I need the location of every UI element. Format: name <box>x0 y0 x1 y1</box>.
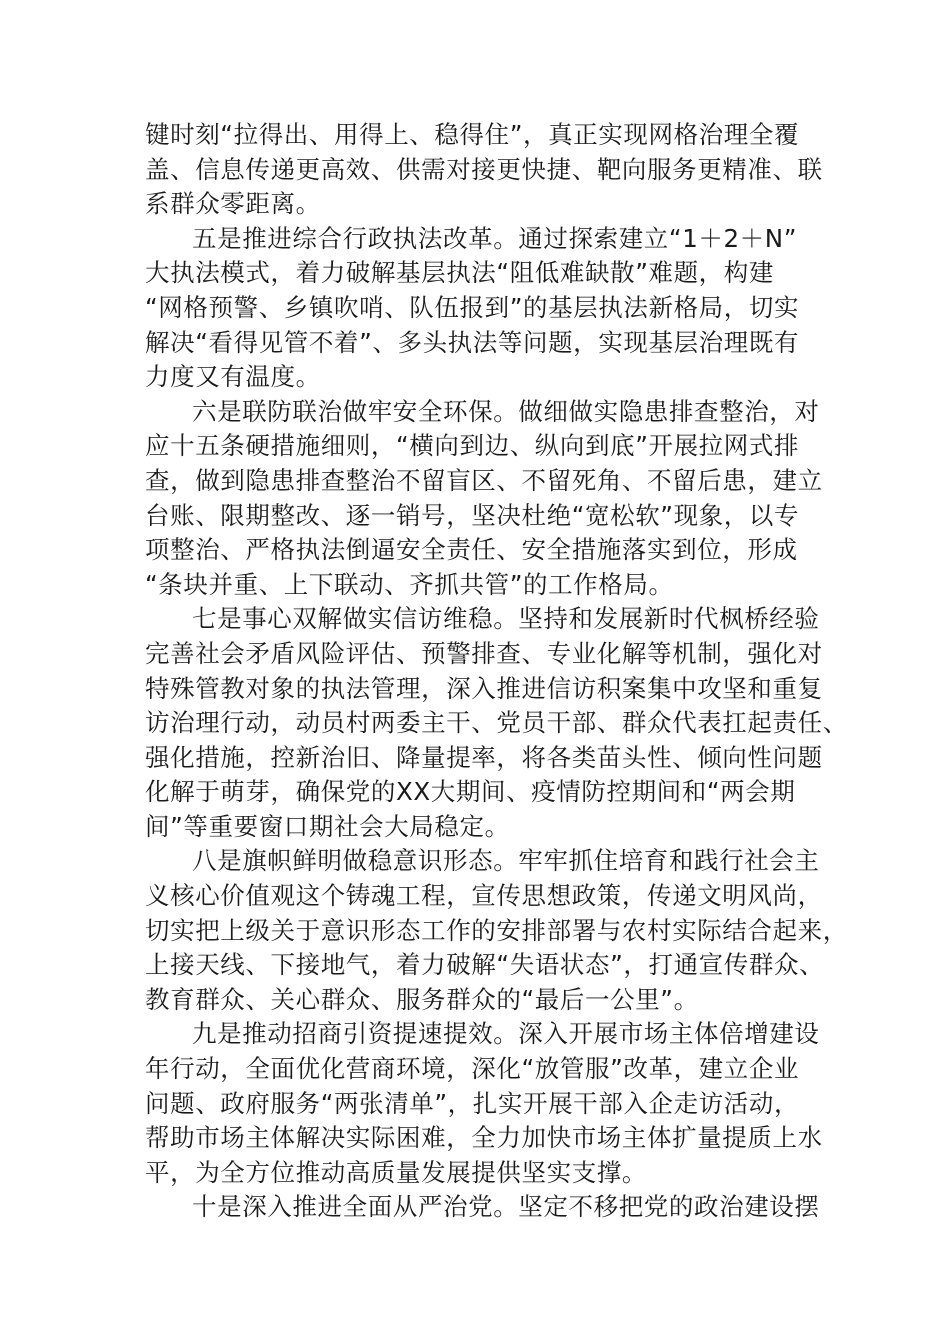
text-line: 台账、限期整改、逐一销号，坚决杜绝“宽松软”现象，以专 <box>145 500 800 530</box>
paragraph-first-line: 五是推进综合行政执法改革。通过探索建立“1＋2＋N” <box>192 223 797 253</box>
text-line: 特殊管教对象的执法管理，深入推进信访积案集中攻坚和重复 <box>145 673 823 703</box>
text-line: 查，做到隐患排查整治不留盲区、不留死角、不留后患，建立 <box>145 465 823 495</box>
text-line: 年行动，全面优化营商环境，深化“放管服”改革，建立企业 <box>145 1054 800 1084</box>
text-line: 项整治、严格执法倒逼安全责任、安全措施落实到位，形成 <box>145 535 798 565</box>
text-line: 教育群众、关心群众、服务群众的“最后一公里”。 <box>145 984 699 1014</box>
text-line: 盖、信息传递更高效、供需对接更快捷、靶向服务更精准、联 <box>145 154 823 184</box>
paragraph-first-line: 十是深入推进全面从严治党。坚定不移把党的政治建设摆 <box>192 1192 820 1222</box>
text-line: 问题、政府服务“两张清单”，扎实开展干部入企走访活动， <box>145 1088 800 1118</box>
paragraph-first-line: 六是联防联治做牢安全环保。做细做实隐患排查整治，对 <box>192 396 820 426</box>
text-line: 化解于萌芽，确保党的XX大期间、疫情防控期间和“两会期 <box>145 777 796 807</box>
text-line: 帮助市场主体解决实际困难，全力加快市场主体扩量提质上水 <box>145 1123 823 1153</box>
text-line: 切实把上级关于意识形态工作的安排部署与农村实际结合起来， <box>145 915 848 945</box>
document-body <box>145 118 848 1225</box>
text-line: 上接天线、下接地气，着力破解“失语状态”，打通宣传群众、 <box>145 950 825 980</box>
paragraph-first-line: 九是推动招商引资提速提效。深入开展市场主体倍增建设 <box>192 1019 820 1049</box>
text-line: 平，为全方位推动高质量发展提供坚实支撑。 <box>145 1157 647 1187</box>
text-line: “网格预警、乡镇吹哨、队伍报到”的基层执法新格局，切实 <box>145 292 800 322</box>
text-line: 访治理行动，动员村两委主干、党员干部、群众代表扛起责任、 <box>145 708 848 738</box>
paragraph-first-line: 七是事心双解做实信访维稳。坚持和发展新时代枫桥经验 <box>192 604 820 634</box>
text-line: 应十五条硬措施细则，“横向到边、纵向到底”开展拉网式排 <box>145 431 800 461</box>
text-line: 解决“看得见管不着”、多头执法等问题，实现基层治理既有 <box>145 327 800 357</box>
text-line: 力度又有温度。 <box>145 362 321 392</box>
paragraph-first-line: 八是旗帜鲜明做稳意识形态。牢牢抓住培育和践行社会主 <box>192 846 820 876</box>
text-line: 键时刻“拉得出、用得上、稳得住”，真正实现网格治理全覆 <box>145 120 800 149</box>
text-line: “条块并重、上下联动、齐抓共管”的工作格局。 <box>145 569 674 599</box>
text-line: 大执法模式，着力破解基层执法“阻低难缺散”难题，构建 <box>145 258 774 288</box>
text-line: 完善社会矛盾风险评估、预警排查、专业化解等机制，强化对 <box>145 638 823 668</box>
text-line: 间”等重要窗口期社会大局稳定。 <box>145 811 510 841</box>
text-line: 义核心价值观这个铸魂工程，宣传思想政策，传递文明风尚， <box>145 881 823 911</box>
text-line: 强化措施，控新治旧、降量提率，将各类苗头性、倾向性问题 <box>145 742 823 772</box>
text-line: 系群众零距离。 <box>145 189 321 219</box>
